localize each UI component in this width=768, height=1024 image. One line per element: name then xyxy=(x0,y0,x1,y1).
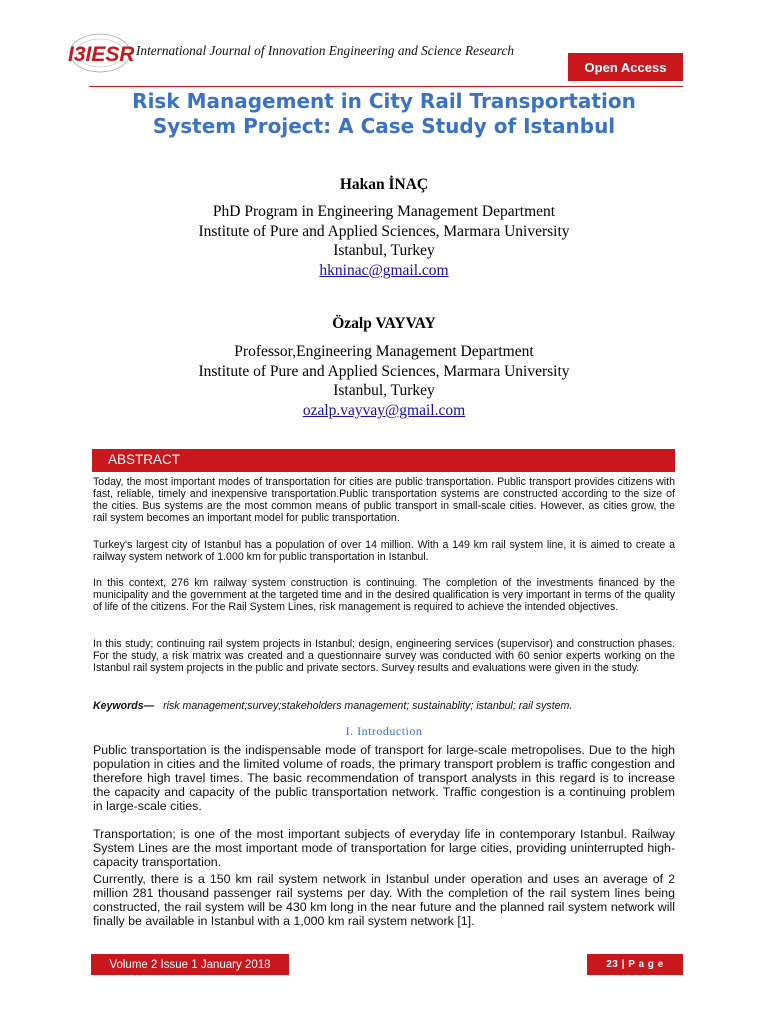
journal-logo xyxy=(60,30,134,76)
body-paragraph: Currently, there is a 150 km rail system network in Istanbul under operation and uses an average of 2 million 281 thousand passenger rail systems per day. With the completion of the rail system lines being constructed, the rail system will be 430 km long in the near future and the planned rail system network will finally be available in Istanbul with a 1,000 km rail system network [1]. xyxy=(93,872,675,928)
author-institute: Institute of Pure and Applied Sciences, Marmara University xyxy=(198,362,570,380)
author-affiliation xyxy=(0,202,768,280)
paper-title xyxy=(60,89,708,139)
body-paragraph: Transportation; is one of the most important subjects of everyday life in contemporary Istanbul. Railway System Lines are the most important mode of transportation for large cities, providing uninterrupted high-capacity transportation. xyxy=(93,827,675,869)
author-affiliation xyxy=(0,342,768,420)
abstract-paragraph: Turkey's largest city of Istanbul has a population of over 14 million. With a 149 km rail system line, it is aimed to create a railway system network of 1.000 km for public transportation in Istanbul. xyxy=(93,539,675,564)
author-email-link[interactable]: ozalp.vayvay@gmail.com xyxy=(302,401,466,419)
footer-volume-badge: Volume 2 Issue 1 January 2018 xyxy=(91,954,289,975)
keywords-label: Keywords— xyxy=(93,700,155,712)
author-email-link[interactable]: hkninac@gmail.com xyxy=(319,261,449,279)
author-department: Professor,Engineering Management Department xyxy=(234,343,534,360)
abstract-paragraph: In this context, 276 km railway system construction is continuing. The completion of the investments financed by the municipality and the government at the targeted time and in the desired qualification is very important in terms of the quality of life of the citizens. For the Rail System Lines, risk management is required to achieve the intended objectives. xyxy=(93,577,675,614)
title-line-1: Risk Management in City Rail Transportation xyxy=(132,89,636,113)
footer-page-number: 23 | P a g e xyxy=(587,954,683,975)
abstract-label: ABSTRACT xyxy=(108,452,181,467)
abstract-paragraph: Today, the most important modes of transportation for cities are public transportation. Public transport provides citizens with fast, reliable, timely and inexpensive transportation.Public transportation systems are constructed according to the size of the cities. Bus systems are the most common means of public transport in small-scale cities. However, as cities grow, the rail system becomes an important model for public transportation. xyxy=(93,476,675,525)
keywords-text: risk management;survey;stakeholders management; sustainablity; istanbul; rail system. xyxy=(163,700,573,712)
section-heading-introduction: I. Introduction xyxy=(345,724,423,738)
keywords-line xyxy=(93,700,675,712)
abstract-paragraph: In this study; continuing rail system projects in Istanbul; design, engineering services (supervisor) and construction phases. For the study, a risk matrix was created and a questionnaire survey was conducted with 60 senior experts working on the Istanbul rail system projects in the public and private sectors. Survey results and evaluations were given in the study. xyxy=(93,638,675,675)
author-name: Özalp VAYVAY xyxy=(332,315,436,332)
author-institute: Institute of Pure and Applied Sciences, Marmara University xyxy=(198,222,570,240)
journal-name: International Journal of Innovation Engineering and Science Research xyxy=(136,43,515,58)
author-name: Hakan İNAÇ xyxy=(339,176,429,193)
journal-logo-graphic xyxy=(60,30,134,76)
author-department: PhD Program in Engineering Management Department xyxy=(212,203,556,220)
title-line-2: System Project: A Case Study of Istanbul xyxy=(152,114,616,138)
author-location: Istanbul, Turkey xyxy=(333,382,435,400)
body-paragraph: Public transportation is the indispensable mode of transport for large-scale metropolises. Due to the high population in cities and the limited volume of roads, the primary transport problem is traffic congestion and therefore high travel times. The basic recommendation of transport analysts in this regard is to increase the capacity and capacity of the public transportation network. Traffic congestion is a continuing problem in large-scale cities. xyxy=(93,743,675,813)
open-access-badge: Open Access xyxy=(568,53,683,81)
svg-text:I3IESR: I3IESR xyxy=(68,43,134,66)
header-divider xyxy=(89,86,683,87)
author-location: Istanbul, Turkey xyxy=(333,242,435,260)
